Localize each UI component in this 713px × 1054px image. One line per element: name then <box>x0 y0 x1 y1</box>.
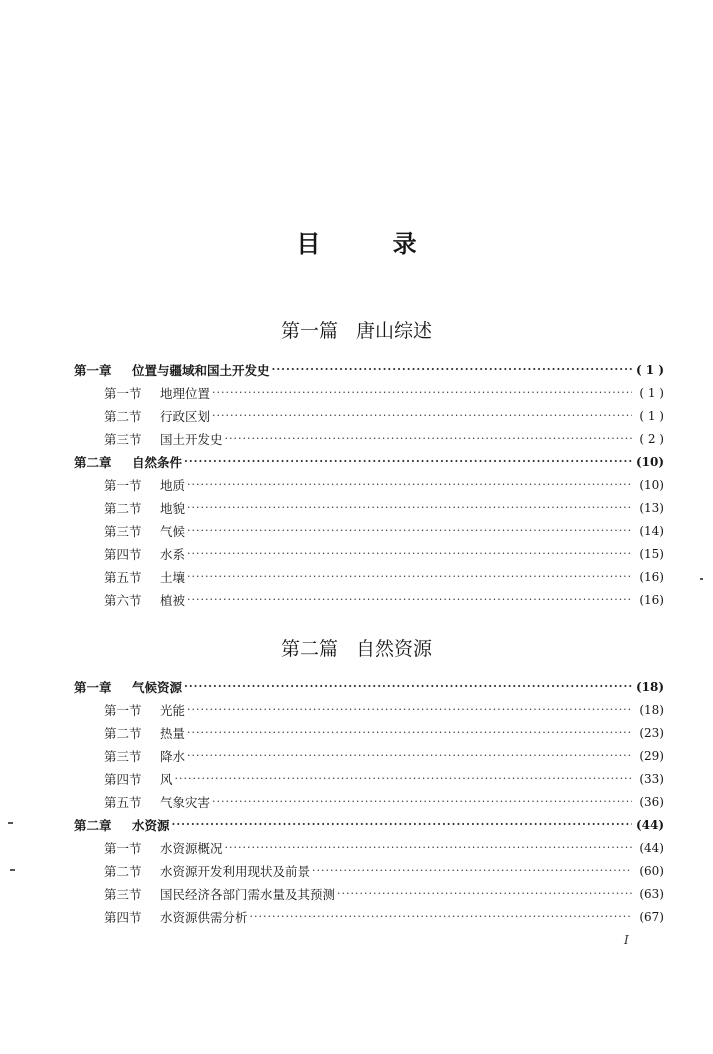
entry-title: 热量 <box>160 725 186 741</box>
toc-section-entry <box>74 698 664 721</box>
entry-page-number: (16) <box>639 569 664 584</box>
entry-number: 第二章 <box>74 454 112 470</box>
toc-part-2 <box>74 675 664 928</box>
dot-leader <box>187 524 632 537</box>
toc-section-entry <box>74 859 664 882</box>
entry-title: 地理位置 <box>160 385 211 401</box>
dot-leader <box>187 703 632 716</box>
toc-section-entry <box>74 473 664 496</box>
part-number: 第二篇 <box>280 638 338 660</box>
dot-leader <box>187 478 632 491</box>
entry-title: 降水 <box>160 748 186 764</box>
toc-section-entry <box>74 427 664 450</box>
toc-section-entry <box>74 882 664 905</box>
toc-section-entry <box>74 496 664 519</box>
entry-number: 第三节 <box>104 523 142 539</box>
scan-speck <box>700 578 703 580</box>
entry-number: 第二节 <box>104 500 142 516</box>
entry-title: 位置与疆域和国土开发史 <box>132 362 270 378</box>
toc-chapter-entry <box>74 358 664 381</box>
dot-leader <box>187 547 632 560</box>
entry-title: 水资源供需分析 <box>160 909 248 925</box>
entry-number: 第一节 <box>104 385 142 401</box>
entry-number: 第五节 <box>104 569 142 585</box>
entry-number: 第一节 <box>104 840 142 856</box>
toc-chapter-entry <box>74 813 664 836</box>
entry-number: 第五节 <box>104 794 142 810</box>
entry-title: 植被 <box>160 592 186 608</box>
entry-page-number: (15) <box>639 546 664 561</box>
entry-page-number: (67) <box>639 909 664 924</box>
entry-number: 第二节 <box>104 725 142 741</box>
entry-number: 第一章 <box>74 679 112 695</box>
entry-page-number: ( 1 ) <box>639 408 664 423</box>
entry-number: 第六节 <box>104 592 142 608</box>
dot-leader <box>187 570 632 583</box>
dot-leader <box>225 841 632 854</box>
dot-leader <box>175 772 632 785</box>
dot-leader <box>184 680 632 693</box>
entry-title: 光能 <box>160 702 186 718</box>
toc-section-entry <box>74 767 664 790</box>
dot-leader <box>212 795 632 808</box>
scan-speck <box>10 869 15 871</box>
page-number-mark: I <box>624 933 629 947</box>
entry-number: 第三节 <box>104 748 142 764</box>
entry-page-number: (14) <box>639 523 664 538</box>
entry-page-number: (16) <box>639 592 664 607</box>
part-number: 第一篇 <box>280 320 338 342</box>
dot-leader <box>312 864 632 877</box>
toc-section-entry <box>74 790 664 813</box>
entry-page-number: (63) <box>639 886 664 901</box>
part-heading-1 <box>0 316 713 343</box>
dot-leader <box>225 432 632 445</box>
toc-section-entry <box>74 836 664 859</box>
part-name: 自然资源 <box>356 638 433 660</box>
entry-page-number: (36) <box>639 794 664 809</box>
entry-title: 土壤 <box>160 569 186 585</box>
part-name: 唐山综述 <box>356 320 433 342</box>
entry-title: 国土开发史 <box>160 431 223 447</box>
toc-section-entry <box>74 588 664 611</box>
toc-chapter-entry <box>74 675 664 698</box>
toc-section-entry <box>74 744 664 767</box>
entry-page-number: ( 1 ) <box>635 362 664 377</box>
toc-section-entry <box>74 519 664 542</box>
entry-title: 水资源开发利用现状及前景 <box>160 863 311 879</box>
entry-title: 气候资源 <box>132 679 183 695</box>
entry-title: 风 <box>160 771 173 787</box>
dot-leader <box>212 409 632 422</box>
entry-number: 第一章 <box>74 362 112 378</box>
dot-leader <box>250 910 632 923</box>
entry-number: 第三节 <box>104 431 142 447</box>
dot-leader <box>337 887 632 900</box>
entry-page-number: (29) <box>639 748 664 763</box>
entry-page-number: (44) <box>635 817 664 832</box>
entry-number: 第一节 <box>104 477 142 493</box>
entry-title: 气候 <box>160 523 186 539</box>
scan-speck <box>8 822 13 824</box>
entry-title: 水系 <box>160 546 186 562</box>
entry-number: 第二节 <box>104 863 142 879</box>
dot-leader <box>184 455 632 468</box>
toc-section-entry <box>74 542 664 565</box>
part-heading-2 <box>0 634 713 661</box>
entry-title: 水资源 <box>132 817 170 833</box>
toc-chapter-entry <box>74 450 664 473</box>
entry-number: 第四节 <box>104 546 142 562</box>
entry-title: 地质 <box>160 477 186 493</box>
entry-page-number: (60) <box>639 863 664 878</box>
dot-leader <box>187 501 632 514</box>
toc-section-entry <box>74 381 664 404</box>
entry-page-number: (44) <box>639 840 664 855</box>
entry-number: 第二节 <box>104 408 142 424</box>
entry-page-number: (18) <box>635 679 664 694</box>
toc-section-entry <box>74 404 664 427</box>
entry-page-number: (18) <box>639 702 664 717</box>
entry-page-number: (23) <box>639 725 664 740</box>
entry-title: 国民经济各部门需水量及其预测 <box>160 886 336 902</box>
entry-page-number: (13) <box>639 500 664 515</box>
entry-number: 第四节 <box>104 771 142 787</box>
toc-section-entry <box>74 565 664 588</box>
entry-number: 第一节 <box>104 702 142 718</box>
toc-section-entry <box>74 905 664 928</box>
dot-leader <box>272 363 632 376</box>
dot-leader <box>187 726 632 739</box>
toc-section-entry <box>74 721 664 744</box>
entry-number: 第三节 <box>104 886 142 902</box>
entry-page-number: (10) <box>639 477 664 492</box>
entry-title: 气象灾害 <box>160 794 211 810</box>
dot-leader <box>187 749 632 762</box>
entry-number: 第四节 <box>104 909 142 925</box>
entry-page-number: ( 2 ) <box>639 431 664 446</box>
entry-title: 水资源概况 <box>160 840 223 856</box>
dot-leader <box>172 818 632 831</box>
entry-title: 自然条件 <box>132 454 183 470</box>
dot-leader <box>187 593 632 606</box>
entry-title: 地貌 <box>160 500 186 516</box>
entry-page-number: (10) <box>635 454 664 469</box>
dot-leader <box>212 386 632 399</box>
entry-title: 行政区划 <box>160 408 211 424</box>
entry-page-number: ( 1 ) <box>639 385 664 400</box>
page-title: 目 录 <box>296 230 449 258</box>
toc-part-1 <box>74 358 664 611</box>
entry-page-number: (33) <box>639 771 664 786</box>
entry-number: 第二章 <box>74 817 112 833</box>
